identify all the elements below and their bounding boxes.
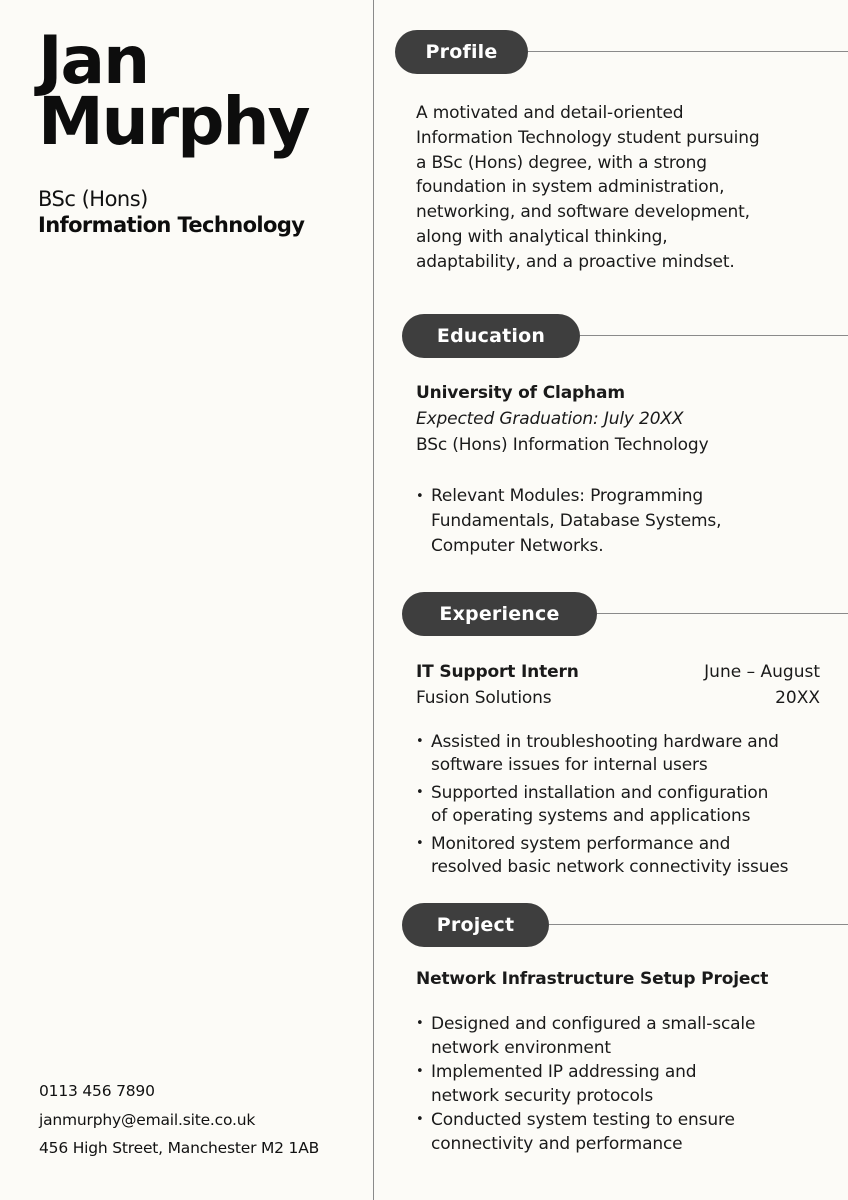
project-heading: Project (402, 903, 549, 947)
email-address: janmurphy@email.site.co.uk (39, 1110, 256, 1129)
project-rule (549, 924, 848, 925)
list-item: • Conducted system testing to ensure connectivity and performance (416, 1108, 836, 1156)
profile-line: a BSc (Hons) degree, with a strong (416, 152, 707, 173)
list-item: • Monitored system performance and resolved basic network connectivity issues (416, 833, 841, 878)
phone-number: 0113 456 7890 (39, 1082, 155, 1100)
profile-line: foundation in system administration, (416, 177, 725, 198)
experience-rule (597, 613, 848, 614)
first-name: Jan (38, 22, 149, 99)
experience-heading: Experience (402, 592, 597, 636)
degree-field: Information Technology (38, 213, 305, 237)
experience-bullets (416, 731, 841, 878)
education-section-header (402, 314, 848, 358)
job-title: IT Support Intern (416, 662, 579, 682)
profile-line: A motivated and detail-oriented (416, 103, 684, 123)
project-bullets (416, 1012, 836, 1156)
profile-line: adaptability, and a proactive mindset. (416, 251, 735, 272)
education-degree: BSc (Hons) Information Technology (416, 435, 709, 455)
column-divider (373, 0, 374, 1200)
experience-role-block (416, 659, 716, 711)
education-details (416, 380, 836, 458)
job-date-range: June – August (704, 662, 820, 682)
candidate-name (38, 22, 309, 160)
profile-heading: Profile (395, 30, 528, 74)
list-item: • Designed and configured a small-scale network environment (416, 1012, 836, 1060)
experience-section-header (402, 592, 848, 636)
list-item: • Implemented IP addressing and network security protocols (416, 1060, 836, 1108)
contact-info (39, 1077, 319, 1163)
left-column (0, 0, 373, 1200)
profile-section-header (395, 30, 848, 74)
institution-name: University of Clapham (416, 383, 625, 403)
company-name: Fusion Solutions (416, 688, 552, 708)
list-item: • Relevant Modules: Programming Fundamentals, Database Systems, Computer Networks. (416, 484, 836, 559)
job-dates (704, 659, 820, 711)
postal-address: 456 High Street, Manchester M2 1AB (39, 1139, 320, 1157)
profile-line: networking, and software development, (416, 202, 750, 223)
job-date-year: 20XX (775, 688, 820, 708)
project-title: Network Infrastructure Setup Project (416, 969, 769, 989)
list-item: • Assisted in troubleshooting hardware and software issues for internal users (416, 731, 841, 776)
profile-line: Information Technology student pursuing (416, 127, 760, 148)
list-item: • Supported installation and configuration of operating systems and applications (416, 782, 841, 827)
project-section-header (402, 903, 848, 947)
profile-rule (528, 51, 848, 52)
graduation-date: Expected Graduation: July 20XX (416, 409, 684, 429)
last-name: Murphy (38, 83, 309, 160)
education-rule (580, 335, 848, 336)
profile-text (416, 101, 821, 275)
education-heading: Education (402, 314, 580, 358)
profile-line: along with analytical thinking, (416, 226, 668, 247)
degree-title: BSc (Hons) (38, 187, 148, 211)
education-bullets (416, 484, 836, 559)
